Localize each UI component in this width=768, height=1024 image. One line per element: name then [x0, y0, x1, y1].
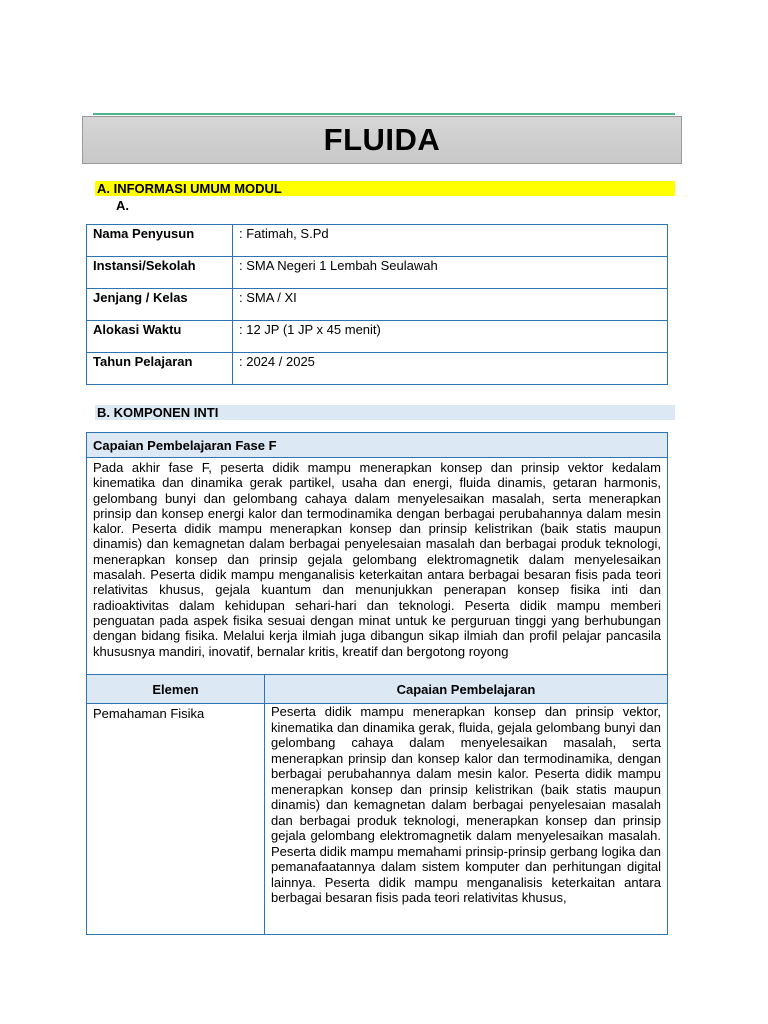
col-elemen-header: Elemen [87, 675, 265, 703]
info-value: : SMA / XI [233, 289, 668, 321]
table-row [87, 289, 668, 321]
title-banner [82, 116, 682, 164]
page-title: FLUIDA [323, 122, 441, 157]
table-row [87, 225, 668, 257]
table-row [87, 257, 668, 289]
info-table [86, 224, 668, 385]
info-value: : 2024 / 2025 [233, 353, 668, 385]
info-value: : Fatimah, S.Pd [233, 225, 668, 257]
elemen-header-row [87, 675, 667, 704]
info-key: Jenjang / Kelas [87, 289, 233, 321]
section-a-sub-label: A. [116, 198, 129, 213]
top-rule [93, 113, 675, 115]
table-row [87, 353, 668, 385]
col-capaian-header: Capaian Pembelajaran [396, 681, 536, 697]
elemen-name: Pemahaman Fisika [87, 704, 265, 935]
info-key: Nama Penyusun [87, 225, 233, 257]
capaian-table [86, 432, 668, 935]
info-key: Alokasi Waktu [87, 321, 233, 353]
info-value: : SMA Negeri 1 Lembah Seulawah [233, 257, 668, 289]
table-row [87, 704, 667, 935]
info-value: : 12 JP (1 JP x 45 menit) [233, 321, 668, 353]
capaian-paragraph: Pada akhir fase F, peserta didik mampu menerapkan konsep dan prinsip vektor kedalam kinematika dan dinamika gerak partikel, usaha dan energi, fluida dinamis, getaran harmonis, gelombang bunyi dan gelombang cahaya dalam menyelesaikan masalah, serta menerapkan prinsip dan konsep energi kalor dan termodinamika dengan berbagai perubahannya dalam mesin kalor. Peserta didik mampu menerapkan konsep dan prinsip kelistrikan (baik statis maupun dinamis) dan kemagnetan dalam berbagai penyelesaian masalah dan berbagai produk teknologi, menerapkan konsep dan prinsip gejala gelombang elektromagnetik dalam menyelesaikan masalah. Peserta didik mampu menganalisis keterkaitan antara berbagai besaran fisis pada teori relativitas khusus, gejala kuantum dan menunjukkan penerapan konsep fisika inti dan radioaktivitas dalam kehidupan sehari-hari dan teknologi. Peserta didik mampu memberi penguatan pada aspek fisika sesuai dengan minat untuk ke perguruan tinggi yang berhubungan dengan bidang fisika. Melalui kerja ilmiah juga dibangun sikap ilmiah dan profil pelajar pancasila khususnya mandiri, inovatif, bernalar kritis, kreatif dan bergotong royong [87, 458, 667, 675]
info-key: Instansi/Sekolah [87, 257, 233, 289]
section-a-heading: A. INFORMASI UMUM MODUL [95, 181, 675, 196]
table-row [87, 321, 668, 353]
section-b-heading: B. KOMPONEN INTI [95, 405, 675, 420]
elemen-text: Peserta didik mampu menerapkan konsep dan prinsip vektor, kinematika dan dinamika gerak, fluida, gejala gelombang bunyi dan gelombang cahaya dalam menyelesaikan masalah, serta menerapkan prinsip dan konsep kalor dan termodinamika, dengan berbagai perubahannya dalam mesin kalor. Peserta didik mampu menerapkan konsep dan prinsip kelistrikan (baik statis maupun dinamis) dan kemagnetan dalam berbagai penyelesaian masalah dan berbagai produk teknologi, menerapkan konsep dan prinsip gejala gelombang elektromagnetik dalam menyelesaikan masalah. Peserta didik mampu memahami prinsip-prinsip gerbang logika dan pemanafaatannya dalam sistem komputer dan perhitungan digital lainnya. Peserta didik mampu menganalisis keterkaitan antara berbagai besaran fisis pada teori relativitas khusus, [271, 704, 661, 905]
capaian-title: Capaian Pembelajaran Fase F [87, 433, 667, 458]
info-key: Tahun Pelajaran [87, 353, 233, 385]
